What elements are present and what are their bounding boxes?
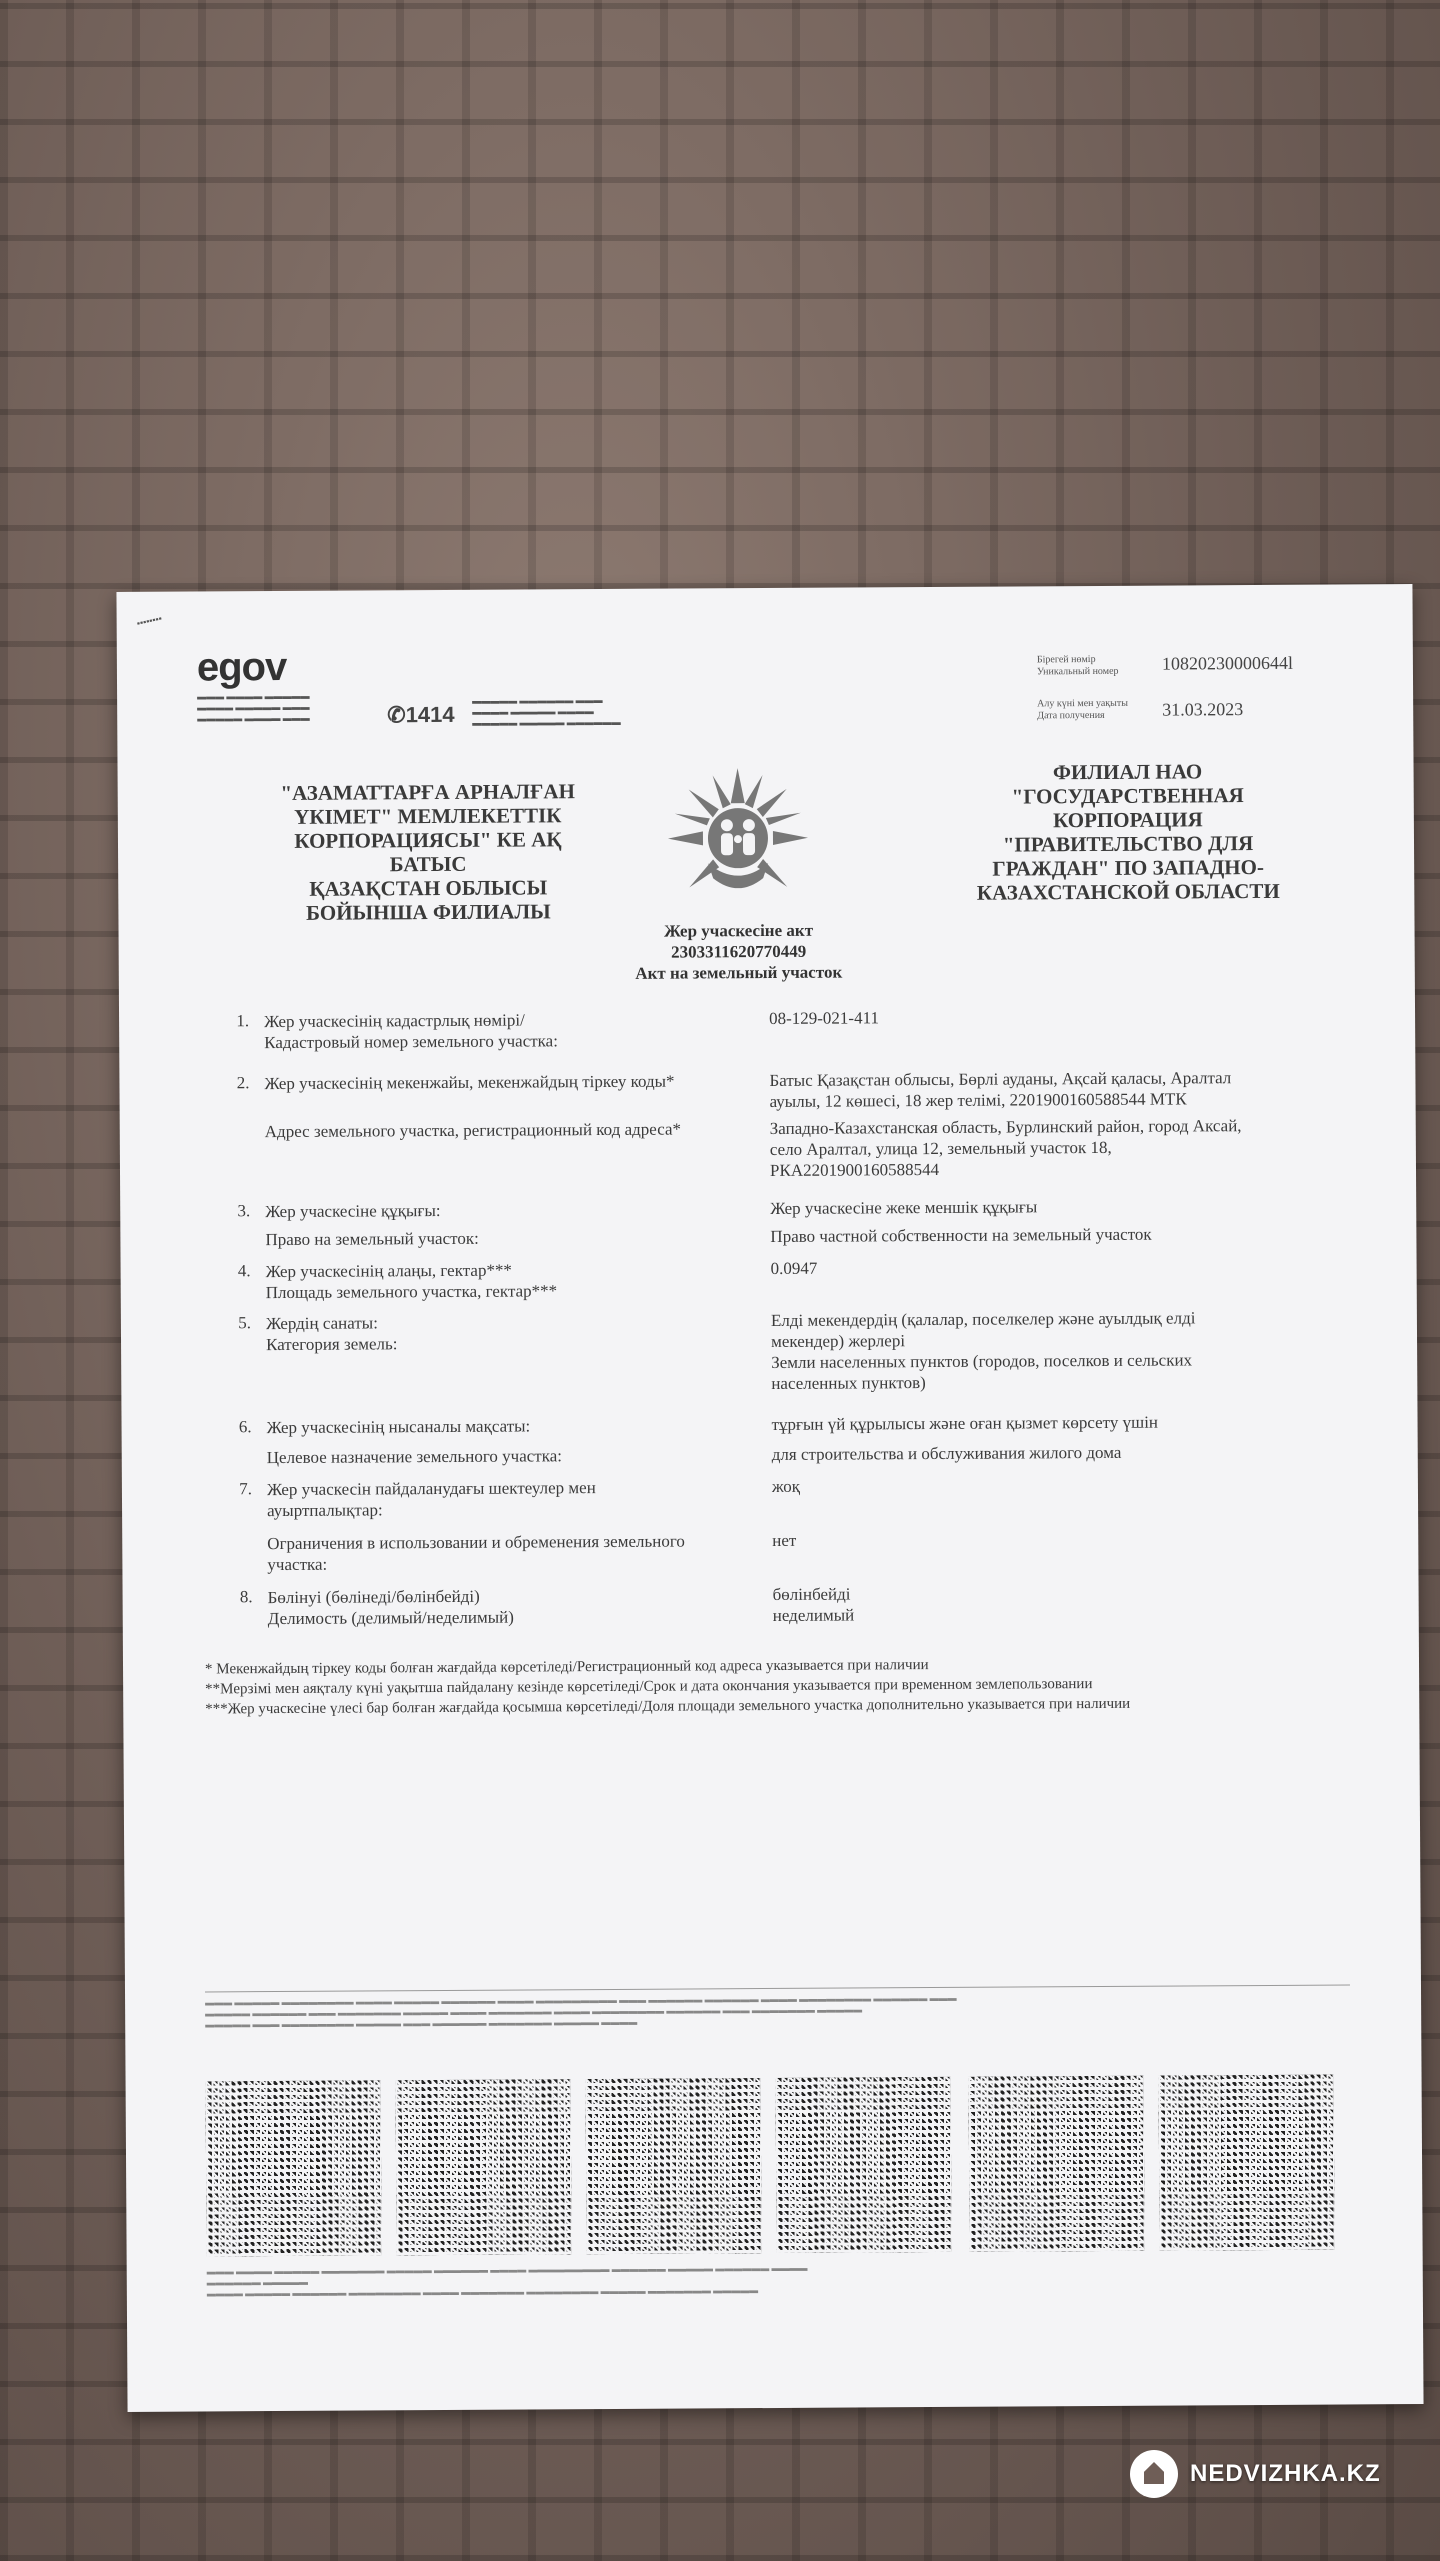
item-number: 6. xyxy=(238,1417,252,1437)
item-value: Батыс Қазақстан облысы, Бөрлі ауданы, Ақсай қаласы, Аралтал ауылы, 12 көшесі, 18 жер телімі, 2201900160588544 МТК xyxy=(769,1068,1232,1111)
item-label: Жер учаскесінің мекенжайы, мекенжайдың тіркеу коды* xyxy=(264,1071,675,1094)
unique-number-label: Бірегей нөмір Уникальный номер xyxy=(1036,653,1119,678)
watermark-text: NEDVIZHKA.KZ xyxy=(1190,2460,1381,2487)
qr-code-icon xyxy=(586,2078,762,2254)
watermark xyxy=(1130,2450,1381,2498)
item-value: Елді мекендердің (қалалар, поселкелер және ауылдық елді мекендер) жерлері Земли населенных пунктов (городов, поселков и сельских населенных пунктов) xyxy=(770,1308,1196,1393)
item-value: Жер учаскесіне жеке меншік құқығы xyxy=(770,1197,1038,1218)
service-caption: ▬▬▬▬▬ ▬▬▬▬▬▬ ▬▬▬ ▬▬▬▬ ▬▬▬▬▬ ▬▬▬▬ ▬▬▬▬▬ ▬▬▬▬▬ ▬▬▬▬▬▬ xyxy=(472,695,621,728)
government-emblem-icon xyxy=(663,763,814,914)
item-number: 5. xyxy=(238,1313,251,1333)
receipt-date: 31.03.2023 xyxy=(1162,699,1244,720)
item-number: 7. xyxy=(239,1479,252,1499)
item-label: Целевое назначение земельного участка: xyxy=(266,1446,563,1468)
act-title: Жер учаскесіне акт 2303311620770449 Акт на земельный участок xyxy=(588,919,888,984)
item-value: бөлінбейді неделимый xyxy=(772,1584,855,1625)
item-label: Адрес земельного участка, регистрационный код адреса* xyxy=(264,1119,682,1142)
item-value: 0.0947 xyxy=(770,1258,818,1278)
item-label: Право на земельный участок: xyxy=(265,1228,479,1250)
phone-icon: ✆ xyxy=(387,702,406,728)
qr-code-icon xyxy=(969,2076,1145,2252)
item-number: 2. xyxy=(236,1073,250,1093)
item-label: Жер учаскесіне құқығы: xyxy=(265,1201,441,1222)
item-value: Право частной собственности на земельный участок xyxy=(770,1224,1152,1246)
qr-code-icon xyxy=(396,2079,572,2255)
item-number: 3. xyxy=(237,1201,251,1221)
phone-number: ✆1414 xyxy=(387,701,455,728)
item-label: Ограничения в использовании и обременения земельного участка: xyxy=(267,1531,685,1575)
item-label: Жер учаскесінің кадастрлық нөмірі/ Кадастровый номер земельного участка: xyxy=(264,1010,558,1053)
item-number: 1. xyxy=(236,1011,250,1031)
issuer-kz: "АЗАМАТТАРҒА АРНАЛҒАН ҮКІМЕТ" МЕМЛЕКЕТТІК КОРПОРАЦИЯСЫ" КЕ АҚ БАТЫС ҚАЗАҚСТАН ОБЛЫСЫ БОЙЫНША ФИЛИАЛЫ xyxy=(280,779,575,925)
home-icon xyxy=(1130,2450,1178,2498)
date-label: Алу күні мен уақыты Дата получения xyxy=(1037,697,1128,722)
item-value: для строительства и обслуживания жилого дома xyxy=(771,1442,1122,1464)
item-label: Бөлінуі (бөлінеді/бөлінбейді) Делимость (делимый/неделимый) xyxy=(267,1586,514,1629)
act-number: 2303311620770449 xyxy=(671,941,807,962)
qr-code-icon xyxy=(206,2080,382,2256)
item-number: 8. xyxy=(239,1587,253,1607)
footer-legal-text: ▬▬▬ ▬▬▬▬▬ ▬▬▬▬▬▬▬▬ ▬▬▬▬ ▬▬▬▬▬ ▬▬▬▬▬▬ ▬▬▬▬ ▬▬▬▬▬▬▬▬▬ ▬▬▬ ▬▬▬▬▬▬ ▬▬▬▬▬▬ ▬▬▬▬ ▬▬▬▬▬▬▬▬ ▬▬▬▬▬▬ ▬▬▬ ▬▬▬▬▬ ▬▬▬▬▬▬ ▬▬▬ ▬▬▬▬▬▬▬ ▬▬▬▬▬ ▬▬▬▬ ▬▬▬▬▬▬▬ ▬▬▬▬ ▬▬▬▬▬▬▬▬ ▬▬▬▬▬▬ ▬▬▬ ▬▬▬▬▬▬▬ ▬▬▬▬▬ ▬▬▬▬▬ ▬▬▬ ▬▬▬▬▬▬▬▬ ▬▬▬▬▬ ▬▬▬ ▬▬▬▬▬▬ ▬▬▬▬▬▬▬ ▬▬▬▬▬ ▬▬▬▬ xyxy=(205,1992,957,2030)
item-value: 08-129-021-411 xyxy=(769,1008,879,1028)
item-value: жоқ xyxy=(771,1476,801,1496)
unique-number: 10820230000644l xyxy=(1161,652,1293,674)
egov-logo-icon: egov xyxy=(196,644,287,690)
item-label: Жердің санаты: Категория земель: xyxy=(265,1313,398,1355)
item-number: 4. xyxy=(237,1261,251,1281)
document-sheet xyxy=(116,584,1423,2412)
qr-code-icon xyxy=(776,2077,952,2253)
qr-code-icon xyxy=(1159,2075,1335,2251)
qr-caption: ▬▬▬ ▬▬▬▬ ▬▬▬▬▬ ▬▬▬▬▬▬▬ ▬▬▬▬▬ ▬▬▬▬▬▬ ▬▬▬▬ ▬▬▬▬▬▬▬▬▬ ▬▬▬▬▬▬ ▬▬▬▬▬ ▬▬▬▬▬▬ ▬▬▬▬ ▬▬▬▬▬▬ ▬▬▬▬▬ ▬▬▬▬ ▬▬▬▬▬ ▬▬▬▬▬▬ ▬▬▬▬▬▬▬▬ ▬▬▬▬ ▬▬▬▬▬▬▬ ▬▬▬▬▬▬▬▬ ▬▬▬▬▬ ▬▬▬▬▬▬▬ ▬▬▬▬▬ xyxy=(206,2262,808,2299)
egov-caption: ▬▬▬ ▬▬▬▬ ▬▬▬▬▬ ▬▬▬▬ ▬▬▬▬▬ ▬▬▬ ▬▬▬▬▬ ▬▬▬▬ ▬▬▬ xyxy=(197,690,310,724)
item-value: тұрғын үй құрылысы және оған қызмет көрсету үшін xyxy=(771,1412,1159,1434)
item-value: Западно-Казахстанская область, Бурлинский район, город Аксай, село Аралтал, улица 12, земельный участок 18, РКА2201900160588544 xyxy=(769,1116,1242,1180)
item-label: Жер учаскесін пайдаланудағы шектеулер мен ауыртпалықтар: xyxy=(266,1478,596,1521)
footnotes: * Мекенжайдың тіркеу коды болған жағдайда көрсетіледі/Регистрационный код адреса указывается при наличии **Мерзімі мен аяқталу күні уақытша пайдалану кезінде көрсетіледі/Срок и дата окончания указывается при временном землепользовании ***Жер учаскесіне үлесі бар болған жағдайда қосымша көрсетіледі/Доля площади земельного участка дополнительно указывается при наличии xyxy=(204,1657,1131,1718)
item-value: нет xyxy=(772,1530,797,1550)
item-label: Жер учаскесінің нысаналы мақсаты: xyxy=(266,1416,531,1438)
issuer-ru: ФИЛИАЛ НАО "ГОСУДАРСТВЕННАЯ КОРПОРАЦИЯ "ПРАВИТЕЛЬСТВО ДЛЯ ГРАЖДАН" ПО ЗАПАДНО- КАЗАХСТАНСКОЙ ОБЛАСТИ xyxy=(976,759,1280,905)
item-label: Жер учаскесінің алаңы, гектар*** Площадь земельного участка, гектар*** xyxy=(265,1260,558,1303)
corner-mark: ▪▪▪▪▪▪▪▪ xyxy=(135,613,163,629)
